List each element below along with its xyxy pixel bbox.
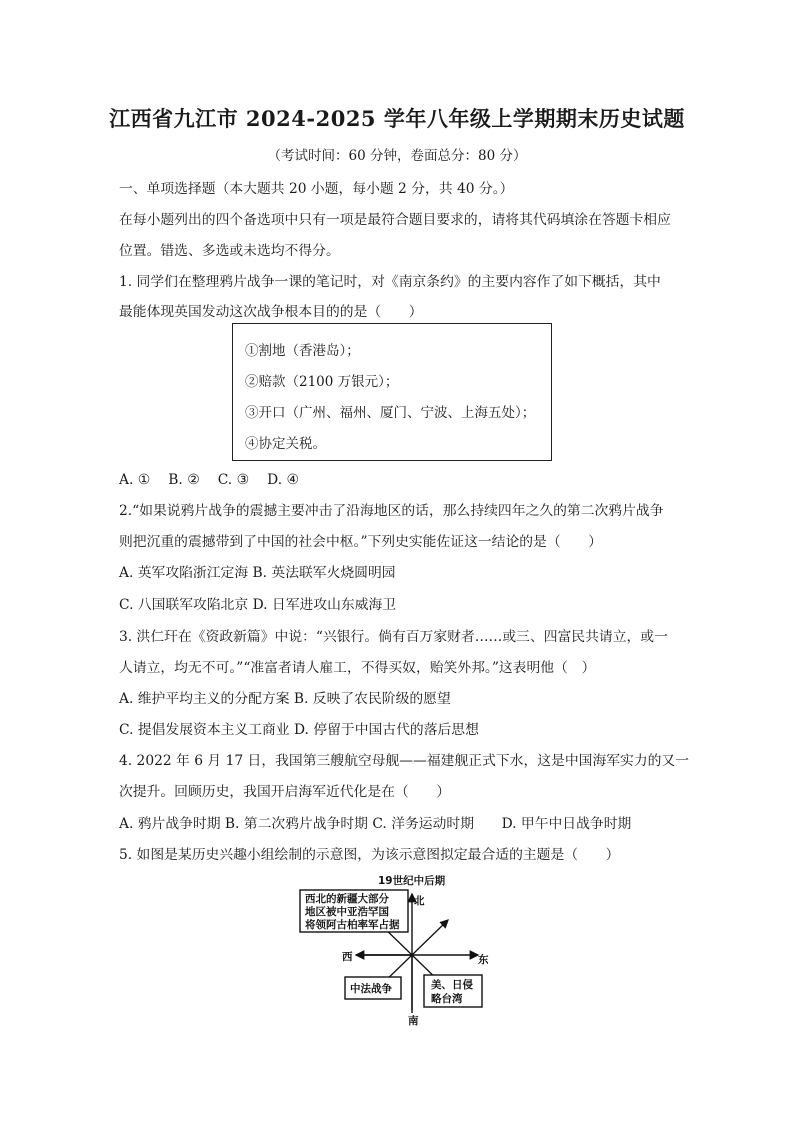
q4-options: A. 鸦片战争时期 B. 第二次鸦片战争时期 C. 洋务运动时期 D. 甲午中日战争时期 — [119, 816, 632, 832]
q2-options-cd: C. 八国联军攻陷北京 D. 日军进攻山东威海卫 — [119, 597, 397, 613]
q3-stem-line-2: 人请立，均无不可。”“准富者请人雇工，不得买奴，贻笑外邦。”这表明他（ ） — [119, 660, 596, 676]
q2-stem-line-2: 则把沉重的震撼带到了中国的社会中枢。”下列史实能佐证这一结论的是（ ） — [119, 534, 603, 550]
instructions-line-2: 位置。错选、多选或未选均不得分。 — [119, 243, 340, 259]
q4-stem-line-2: 次提升。回顾历史，我国开启海军近代化是在（ ） — [119, 784, 451, 800]
q1-stem-line-2: 最能体现英国发动这次战争根本目的的是（ ） — [119, 304, 423, 320]
section-heading: 一、单项选择题（本大题共 20 小题，每小题 2 分，共 40 分。） — [119, 181, 514, 197]
label-east: 东 — [478, 954, 489, 966]
q2-stem-line-1: 2.“如果说鸦片战争的震撼主要冲击了沿海地区的话，那么持续四年之久的第二次鸦片战争 — [119, 503, 664, 519]
instructions-line-1: 在每小题列出的四个备选项中只有一项是最符合题目要求的，请将其代码填涂在答题卡相应 — [119, 212, 671, 228]
q3-options-ab: A. 维护平均主义的分配方案 B. 反映了农民阶级的愿望 — [119, 691, 451, 707]
q5-stem-line-1: 5. 如图是某历史兴趣小组绘制的示意图，为该示意图拟定最合适的主题是（ ） — [119, 847, 620, 863]
southwest-box-text: 中法战争 — [350, 983, 392, 995]
q3-stem-line-1: 3. 洪仁玕在《资政新篇》中说：“兴银行。倘有百万家财者……或三、四富民共请立，或一 — [119, 629, 668, 645]
label-south: 南 — [408, 1015, 419, 1027]
q1-stem-line-1: 1. 同学们在整理鸦片战争一课的笔记时，对《南京条约》的主要内容作了如下概括，其中 — [119, 274, 661, 290]
southeast-box-line: 略台湾 — [431, 993, 463, 1005]
q1-options: A. ① B. ② C. ③ D. ④ — [119, 472, 299, 488]
q1-box-item: ④协定关税。 — [245, 436, 326, 452]
q1-treaty-box — [232, 323, 552, 461]
q1-box-item: ②赔款（2100 万银元）； — [245, 374, 399, 390]
q5-compass-diagram — [290, 870, 510, 1030]
northwest-box-line: 西北的新疆大部分 — [305, 893, 389, 905]
exam-title: 江西省九江市 2024-2025 学年八年级上学期期末历史试题 — [109, 106, 685, 131]
label-north: 北 — [414, 895, 425, 907]
q4-stem-line-1: 4. 2022 年 6 月 17 日，我国第三艘航空母舰——福建舰正式下水，这是中国海军实力的又一 — [119, 753, 690, 769]
label-west: 西 — [342, 951, 353, 963]
exam-subtitle: （考试时间：60 分钟，卷面总分：80 分） — [267, 148, 527, 164]
northwest-box-line: 将领阿古柏率军占据 — [305, 919, 400, 931]
northeast-arrow — [412, 920, 448, 955]
northwest-box-line: 地区被中亚浩罕国 — [305, 906, 389, 918]
q2-options-ab: A. 英军攻陷浙江定海 B. 英法联军火烧圆明园 — [119, 565, 396, 581]
q1-box-item: ①割地（香港岛）； — [245, 343, 360, 359]
q1-box-item: ③开口（广州、福州、厦门、宁波、上海五处）； — [245, 405, 536, 421]
southeast-box-line: 美、日侵 — [431, 979, 473, 991]
q3-options-cd: C. 提倡发展资本主义工商业 D. 停留于中国古代的落后思想 — [119, 722, 479, 738]
diagram-top-label: 19世纪中后期 — [378, 875, 446, 887]
